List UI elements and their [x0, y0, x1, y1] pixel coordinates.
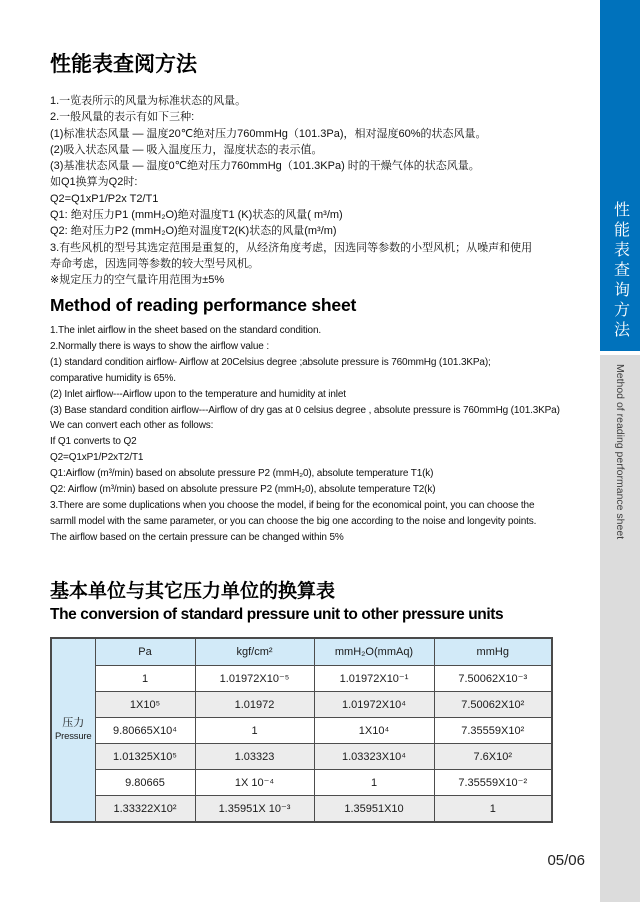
table-row: [51, 666, 552, 692]
table-cell: 1: [434, 796, 552, 823]
text-line: 1.The inlet airflow in the sheet based on the standard condition.: [50, 325, 321, 336]
section-performance-zh: [50, 48, 595, 289]
section-performance-en: [50, 295, 598, 546]
text-line: 3.There are some duplications when you choose the model, if being for the economical point, you can choose the: [50, 499, 535, 511]
table-cell: 1.03323: [195, 744, 314, 770]
table-cell: 9.80665X10⁴: [95, 718, 195, 744]
text-line: (3)基准状态风量 — 温度0℃绝对压力760mmHg（101.3KPa) 时的干燥气体的状态风量。: [50, 160, 480, 173]
table-cell: 1.01972X10⁻⁵: [195, 666, 314, 692]
text-line: 寿命考虑，因选同等参数的较大型号风机。: [50, 257, 259, 270]
row-group-label-zh: 压力: [62, 717, 85, 729]
section-body-zh: [50, 93, 595, 289]
text-line: We can convert each other as follows:: [50, 420, 214, 432]
text-line: 1.一览表所示的风量为标准状态的风量。: [50, 95, 247, 107]
table-cell: 1: [314, 770, 434, 796]
table-header-cell: Pa: [95, 638, 195, 666]
page-number: 05/06: [547, 852, 585, 869]
conversion-title-en: The conversion of standard pressure unit to other pressure units: [50, 606, 504, 623]
section-title-en: Method of reading performance sheet: [50, 295, 357, 315]
table-cell: 1.33322X10²: [95, 796, 195, 823]
table-cell: 7.50062X10⁻³: [434, 666, 552, 692]
text-line: ※规定压力的空气量许用范围为±5%: [50, 274, 225, 287]
row-group-label-en: Pressure: [55, 731, 92, 742]
table-cell: 1.03323X10⁴: [314, 744, 434, 770]
table-cell: 9.80665: [95, 770, 195, 796]
table-cell: 1.35951X 10⁻³: [195, 796, 314, 823]
section-title-zh: 性能表查阅方法: [50, 53, 197, 76]
text-line: Q1:Airflow (m³/min) based on absolute pressure P2 (mmH₂0), absolute temperature T1(k): [50, 468, 434, 480]
text-line: 2.一般风量的表示有如下三种:: [50, 111, 195, 124]
text-line: sarmll model with the same parameter, or you can choose the big one according to the noise and longevity points.: [50, 515, 537, 527]
table-row: [51, 744, 552, 770]
table-header-cell: kgf/cm²: [195, 638, 314, 666]
pressure-conversion-table: [50, 637, 553, 823]
conversion-title-zh: 基本单位与其它压力单位的换算表: [50, 581, 336, 602]
table-cell: 1X10⁵: [95, 692, 195, 718]
text-line: If Q1 converts to Q2: [50, 436, 137, 448]
table-cell: 7.35559X10⁻²: [434, 770, 552, 796]
table-cell: 1X 10⁻⁴: [195, 770, 314, 796]
text-line: The airflow based on the certain pressure can be changed within 5%: [50, 531, 344, 543]
table-row: [51, 692, 552, 718]
text-line: (1) standard condition airflow- Airflow at 20Celsius degree ;absolute pressure is 760mmHg (101.3KPa);: [50, 356, 491, 368]
text-line: (1)标准状态风量 — 温度20℃绝对压力760mmHg（101.3Pa)，相对湿度60%的状态风量。: [50, 127, 487, 140]
table-cell: 1: [95, 666, 195, 692]
text-line: (2) Inlet airflow---Airflow upon to the temperature and humidity at inlet: [50, 388, 346, 400]
text-line: 如Q1换算为Q2时:: [50, 176, 138, 189]
table-cell: 1X10⁴: [314, 718, 434, 744]
text-line: Q1: 绝对压力P1 (mmH₂O)绝对温度T1 (K)状态的风量( m³/m): [50, 209, 343, 222]
sidebar-tab-en: [600, 355, 640, 902]
table-header-cell: mmH₂O(mmAq): [314, 638, 434, 666]
table-cell: 1.35951X10: [314, 796, 434, 823]
text-line: Q2=Q1xP1/P2x T2/T1: [50, 192, 159, 205]
table-cell: 7.35559X10²: [434, 718, 552, 744]
table-cell: 1: [195, 718, 314, 744]
table-row: [51, 796, 552, 823]
text-line: 3.有些风机的型号其选定范围是重复的，从经济角度考虑，因选同等参数的小型风机；从噪声和使用: [50, 241, 533, 254]
row-group-label: [51, 638, 95, 822]
table-row: [51, 770, 552, 796]
table-header-row: [51, 638, 552, 666]
section-body-en: [50, 323, 598, 546]
table-cell: 7.50062X10²: [434, 692, 552, 718]
table-cell: 1.01972X10⁴: [314, 692, 434, 718]
section-conversion: [50, 576, 598, 823]
table-cell: 7.6X10²: [434, 744, 552, 770]
text-line: 2.Normally there is ways to show the airflow value :: [50, 340, 269, 352]
table-cell: 1.01325X10⁵: [95, 744, 195, 770]
text-line: Q2: 绝对压力P2 (mmH₂O)绝对温度T2(K)状态的风量(m³/m): [50, 225, 337, 238]
text-line: (3) Base standard condition airflow---Airflow of dry gas at 0 celsius degree , absolute pressure is 760mmHg (101.3KPa): [50, 404, 560, 416]
table-cell: 1.01972X10⁻¹: [314, 666, 434, 692]
sidebar-tab-zh: [600, 0, 640, 351]
table-cell: 1.01972: [195, 692, 314, 718]
table-row: [51, 718, 552, 744]
text-line: Q2=Q1xP1/P2xT2/T1: [50, 452, 144, 464]
sidebar-tab-en-label: Method of reading performance sheet: [614, 364, 626, 540]
table-header-cell: mmHg: [434, 638, 552, 666]
text-line: comparative humidity is 65%.: [50, 372, 176, 384]
text-line: (2)吸入状态风量 — 吸入温度压力，湿度状态的表示值。: [50, 143, 323, 156]
text-line: Q2: Airflow (m³/min) based on absolute pressure P2 (mmH₂0), absolute temperature T2(k): [50, 484, 436, 496]
sidebar-tab-zh-label: 性能表查询方法: [611, 201, 629, 341]
